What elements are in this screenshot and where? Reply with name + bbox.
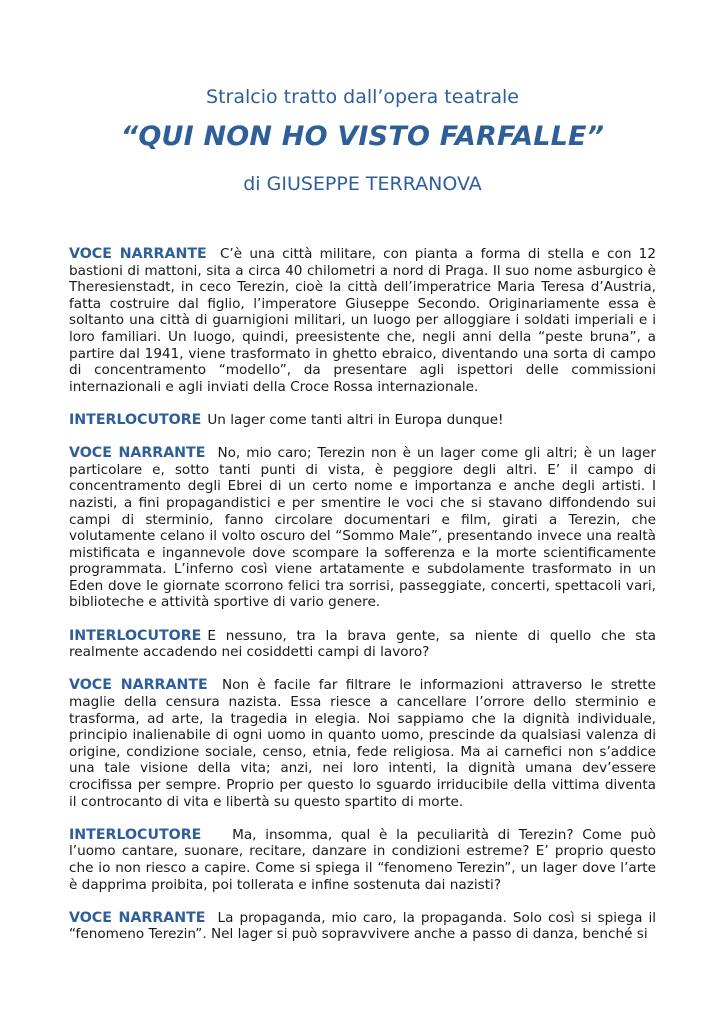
document-title: “QUI NON HO VISTO FARFALLE” xyxy=(120,121,605,152)
dialogue-paragraph-5 xyxy=(69,677,656,810)
speaker-label: VOCE NARRANTE xyxy=(69,677,208,694)
speaker-label: VOCE NARRANTE xyxy=(69,445,206,462)
speaker-label: INTERLOCUTORE xyxy=(69,411,202,428)
dialogue-paragraph-2 xyxy=(69,412,656,429)
dialogue-text: La propaganda, mio caro, la propaganda. Solo così si spiega il “fenomeno Terezin”. Nel lager si può sopravvivere anche a passo di danza, benché si xyxy=(69,909,656,943)
dialogue-paragraph-7 xyxy=(69,910,656,943)
dialogue-text: E nessuno, tra la brava gente, sa niente di quello che sta realmente accadendo nei cosiddetti campi di lavoro? xyxy=(69,627,656,661)
document-author: di GIUSEPPE TERRANOVA xyxy=(243,173,482,195)
dialogue-text: Non è facile far filtrare le informazioni attraverso le strette maglie della censura nazista. Essa riesce a cancellare l’orrore dello sterminio e trasforma, ad arte, la tragedia in elegia. Noi sappiamo che la dignità individuale, principio inalienabile di ogni uomo in quanto uomo, prescinde da qualsiasi valenza di origine, condizione sociale, censo, etnia, fede religiosa. Ma ai carnefici non s’addice una tale visione della vita; anzi, nei loro intenti, la dignità umana dev’essere crocifissa per sempre. Proprio per questo lo sguardo irriducibile della vittima diventa il controcanto di vita e libertà su questo spartito di morte. xyxy=(69,677,656,810)
speaker-label: VOCE NARRANTE xyxy=(69,909,206,926)
dialogue-text: Un lager come tanti altri in Europa dunque! xyxy=(207,411,504,428)
dialogue-body xyxy=(69,246,656,960)
dialogue-text: C’è una città militare, con pianta a forma di stella e con 12 bastioni di mattoni, sita a circa 40 chilometri a nord di Praga. Il suo nome asburgico è Theresienstadt, in ceco Terezin, cioè la città dell’imperatrice Maria Teresa d’Austria, fatta costruire dal figlio, l’imperatore Giuseppe Secondo. Originariamente essa è soltanto una città di guarnigioni militari, un luogo per alloggiare i soldati imperiali e i loro familiari. Un luogo, quindi, preesistente che, negli anni della “peste bruna”, a partire dal 1941, viene trasformato in ghetto ebraico, diventando una sorta di campo di concentramento “modello”, da presentare agli ispettori delle commissioni internazionali e agli inviati della Croce Rossa internazionale. xyxy=(69,246,656,395)
speaker-label: INTERLOCUTORE xyxy=(69,826,202,843)
dialogue-paragraph-1 xyxy=(69,246,656,395)
dialogue-text: Ma, insomma, qual è la peculiarità di Terezin? Come può l’uomo cantare, suonare, recitare, danzare in condizioni estreme? E’ proprio questo che io non riesco a capire. Come si spiega il “fenomeno Terezin”, un lager dove l’arte è dapprima proibita, poi tollerata e infine sostenuta dai nazisti? xyxy=(69,826,656,893)
dialogue-paragraph-4 xyxy=(69,628,656,661)
speaker-label: INTERLOCUTORE xyxy=(69,627,202,644)
dialogue-paragraph-3 xyxy=(69,445,656,611)
document-subtitle: Stralcio tratto dall’opera teatrale xyxy=(206,86,519,108)
speaker-label: VOCE NARRANTE xyxy=(69,246,207,262)
dialogue-text: No, mio caro; Terezin non è un lager come gli altri; è un lager particolare e, sotto tanti punti di vista, è peggiore degli altri. E’ il campo di concentramento degli Ebrei di un certo nome e importanza e anche degli artisti. I nazisti, a fini propagandistici e per smentire le voci che si stavano diffondendo sui campi di sterminio, fanno circolare documentari e film, girati a Terezin, che volutamente celano il volto oscuro del “Sommo Male”, presentando invece una realtà mistificata e ingannevole dove scompare la sofferenza e la morte scientificamente programmata. L’inferno così viene artatamente e subdolamente trasformato in un Eden dove le giornate scorrono felici tra sorrisi, passeggiate, concerti, spettacoli vari, biblioteche e attività sportive di vario genere. xyxy=(69,445,657,611)
dialogue-paragraph-6 xyxy=(69,827,656,893)
